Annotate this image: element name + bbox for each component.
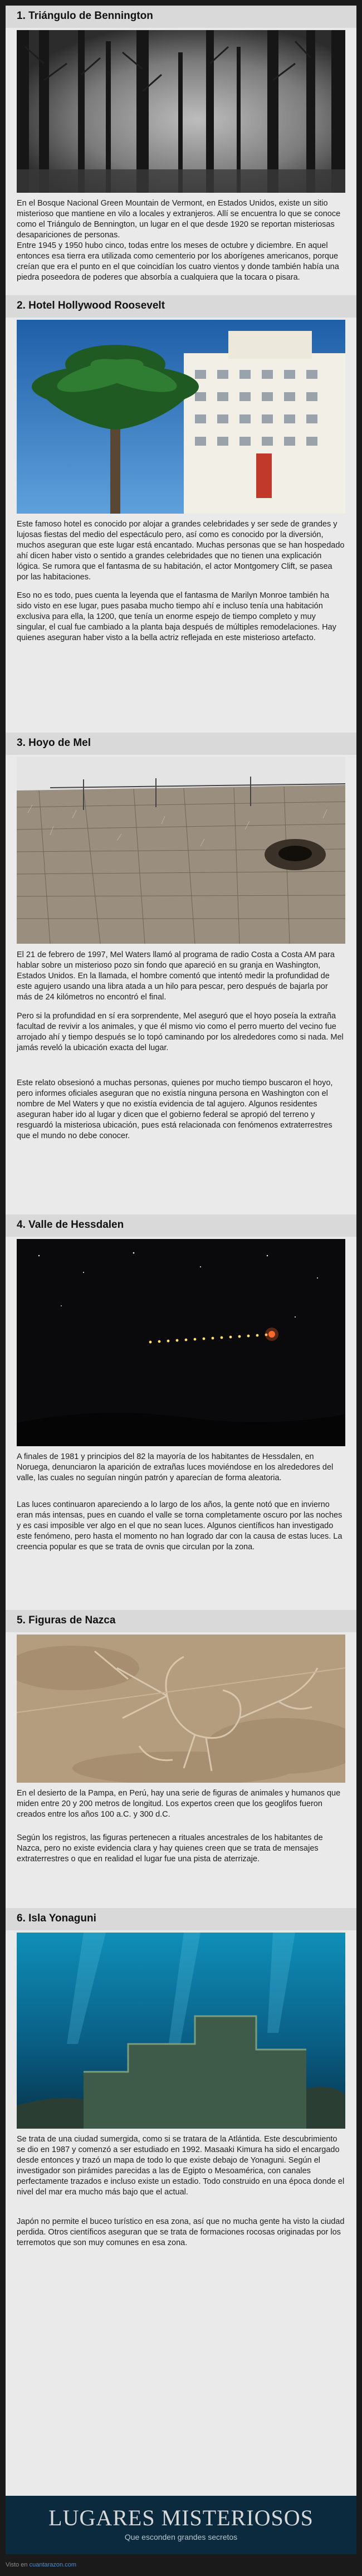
section-heading bbox=[6, 1214, 356, 1237]
section-paragraph: Pero si la profundidad en sí era sorprendente, Mel aseguró que el hoyo poseía la extraña facultad de revivir a los animales, y que él mismo vio como el perro muerto del vecino fue arrojado ahí y tiempo después se lo topó caminando por los alrededores como si nada. Mel jamás reveló la ubicación exacta del lugar. bbox=[17, 1012, 344, 1052]
section-hessdalen bbox=[6, 1214, 356, 1610]
section-title: 4. Valle de Hessdalen bbox=[17, 1219, 124, 1231]
section-title: 5. Figuras de Nazca bbox=[17, 1614, 116, 1626]
page-subtitle: Que esconden grandes secretos bbox=[124, 2533, 238, 2541]
underwater-photo bbox=[17, 1933, 345, 2129]
section-paragraph: El 21 de febrero de 1997, Mel Waters llamó al programa de radio Costa a Costa AM para hablar sobre un misterioso pozo sin fondo que apareció en su granja en Washington, Estados Unidos. En la llamada, el hombre comentó que intentó medir la profundidad de este agujero usando una libra atada a un hilo para pescar, pero después de bajarla por más de 24 kilómetros no encontró el final. bbox=[17, 950, 335, 1002]
section-title: 3. Hoyo de Mel bbox=[17, 737, 91, 749]
source-credit bbox=[6, 2562, 76, 2568]
night-lights-image bbox=[17, 1239, 345, 1446]
forest-photo bbox=[17, 30, 345, 193]
credit-prefix: Visto en bbox=[6, 2562, 30, 2568]
section-paragraph: Según los registros, las figuras pertenecen a rituales ancestrales de los habitantes de Nazca, pero no existe evidencia clara y hay quienes creen que se trata de mensajes extraterrestres o que en realidad el lugar fue una pista de aterrizaje. bbox=[17, 1833, 323, 1863]
section-heading bbox=[6, 1908, 356, 1930]
section-paragraph: En el Bosque Nacional Green Mountain de Vermont, en Estados Unidos, existe un sitio misterioso que mantiene en vilo a locales y extranjeros. Allí se encuentra lo que se conoce como el Triángulo de Bennington, un lugar en el que desde 1920 se reportan misteriosas desapariciones de personas. bbox=[17, 199, 341, 240]
section-heading bbox=[6, 1610, 356, 1632]
credit-link[interactable]: cuantarazon.com bbox=[29, 2562, 76, 2568]
section-bennington bbox=[6, 6, 356, 295]
underwater-image bbox=[17, 1933, 345, 2129]
section-hotel-roosevelt bbox=[6, 295, 356, 733]
section-title: 1. Triángulo de Bennington bbox=[17, 10, 153, 22]
page-title: LUGARES MISTERIOSOS bbox=[48, 2505, 314, 2530]
section-title: 6. Isla Yonaguni bbox=[17, 1913, 96, 1924]
section-heading bbox=[6, 733, 356, 755]
section-paragraph: Este famoso hotel es conocido por alojar a grandes celebridades y ser sede de grandes y lujosas fiestas del medio del espectáculo pero, así como es conocido por la diversión, muchos aseguran que este lugar está encantado. Muchas personas que se han hospedado ahí dicen haber visto o sentido a grandes celebridades que no tienen una explicación lógica. Se rumora que el fantasma de su habitación, el actor Montgomery Clift, se pasea por las habitaciones. bbox=[17, 520, 345, 582]
section-hoyo-de-mel bbox=[6, 733, 356, 1214]
section-paragraph: Se trata de una ciudad sumergida, como si se tratara de la Atlántida. Este descubrimiento se dio en 1987 y comenzó a ser estudiado en 1992. Masaaki Kimura ha sido el encargado desde entonces y trazó un mapa de todo lo que existe debajo de Yonaguni. Según el investigador son pirámides parecidas a las de Egipto o Mesoamérica, con canales perfectamente trazados e incluso existe un estadio. Todo construido en una época donde el nivel del mar era mucho más bajo que el actual. bbox=[17, 2135, 345, 2197]
section-title: 2. Hotel Hollywood Roosevelt bbox=[17, 300, 165, 311]
infographic-poster bbox=[6, 6, 356, 2554]
section-yonaguni bbox=[6, 1908, 356, 2496]
hotel-photo bbox=[17, 320, 345, 514]
section-nazca bbox=[6, 1610, 356, 1908]
section-paragraph: Las luces continuaron apareciendo a lo largo de los años, la gente notó que en invierno eran más intensas, pues en cuando el valle se torna completamente oscuro por las noches y es casi imposible ver algo en el que no sean luces. Algunos científicos han investigado este fenómeno, pero hasta el momento no han logrado dar con la causa de estas luces. La creencia popular es que se trata de ovnis que circulan por la zona. bbox=[17, 1500, 343, 1552]
hole-photo bbox=[17, 757, 345, 944]
night-lights-photo bbox=[17, 1239, 345, 1446]
hotel-image bbox=[17, 320, 345, 514]
poster-footer bbox=[6, 2496, 356, 2554]
section-paragraph: En el desierto de la Pampa, en Perú, hay una serie de figuras de animales y humanos que miden entre 20 y 200 metros de longitud. Los expertos creen que los geoglifos fueron creados entre los años 100 a.C. y 300 d.C. bbox=[17, 1789, 341, 1819]
section-paragraph: Japón no permite el buceo turístico en esa zona, así que no mucha gente ha visto la ciudad perdida. Otros científicos aseguran que se trata de formaciones rocosas originadas por los terremotos que son muy comunes en esa zona. bbox=[17, 2217, 345, 2247]
forest-image bbox=[17, 30, 345, 193]
section-heading bbox=[6, 6, 356, 28]
section-paragraph: Entre 1945 y 1950 hubo cinco, todas entre los meses de octubre y diciembre. En aquel entonces esa tierra era utilizada como cementerio por los aborígenes americanos, porque creían que era el punto en el que coincidían los cuatro vientos y donde también había una piedra poseedora de poderes que absorbía a cualquiera que la tocara o pisara. bbox=[17, 241, 339, 282]
nazca-photo bbox=[17, 1635, 345, 1783]
section-paragraph: A finales de 1981 y principios del 82 la mayoría de los habitantes de Hessdalen, en Noruega, denunciaron la aparición de extrañas luces moviéndose en los alrededores del valle, las cuales no seguían ningún patrón y aparecían de forma aleatoria. bbox=[17, 1452, 334, 1482]
section-paragraph: Este relato obsesionó a muchas personas, quienes por mucho tiempo buscaron el hoyo, pero informes oficiales aseguran que no existía ninguna persona en Washington con el nombre de Mel Waters y que no existía evidencia de tal agujero. Algunos residentes aseguran haber ido al lugar y dicen que el gobierno federal se apropió del terreno y resguardó la misteriosa ubicación, pues está relacionada con fenómenos extraterrestres que el mundo no debe conocer. bbox=[17, 1079, 333, 1140]
hole-image bbox=[17, 757, 345, 944]
nazca-image bbox=[17, 1635, 345, 1783]
section-heading bbox=[6, 295, 356, 318]
section-paragraph: Eso no es todo, pues cuenta la leyenda que el fantasma de Marilyn Monroe también ha sido visto en ese lugar, pues pasaba mucho tiempo ahí e incluso tenía una habitación exclusiva para ella, la 1200, que tenía un enorme espejo de tiempo completo y muy singular, el cual fue cambiado a la planta baja después de múltiples remodelaciones. Hay quienes aseguran haber visto a la bella actriz reflejada en este misterioso artefacto. bbox=[17, 591, 336, 642]
